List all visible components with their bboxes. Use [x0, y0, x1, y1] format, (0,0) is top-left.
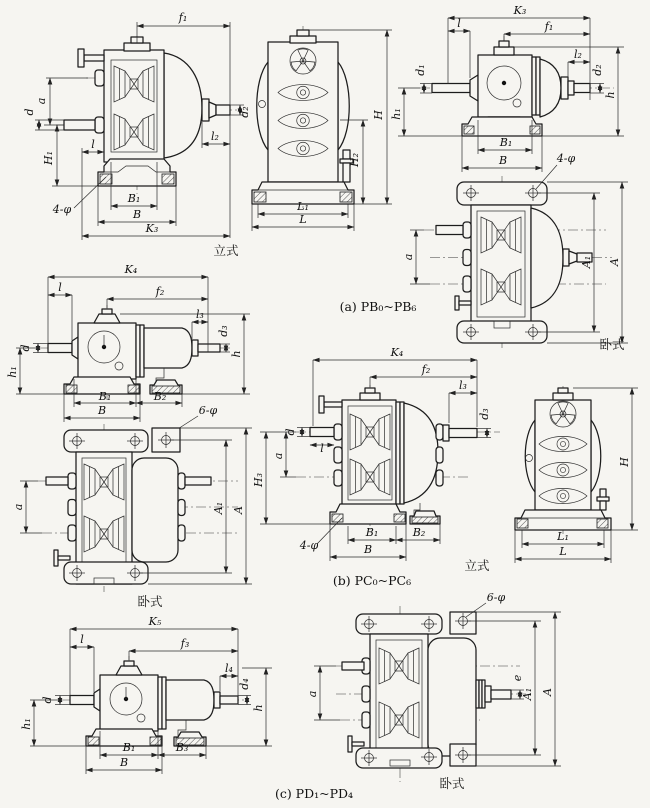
dim-label-l: l	[80, 633, 84, 646]
dim-label-l2: l₂	[574, 48, 582, 61]
input-shaft	[64, 120, 95, 130]
dim-label-A: A	[608, 258, 621, 266]
figure-pc-horizontal-top-view	[12, 424, 252, 609]
dim-label-l: l	[91, 138, 95, 151]
dim-label-A1: A₁	[521, 687, 534, 701]
dim-label-B1: B₁	[122, 741, 136, 754]
input-shaft	[342, 662, 364, 670]
figure-pb-vertical-front-view	[252, 26, 392, 231]
dim-label-B: B	[498, 154, 508, 167]
dim-label-l3: l₃	[196, 308, 204, 321]
dim-label-B2: B₂	[153, 390, 167, 403]
figure-pb-horizontal-side-view	[390, 4, 624, 172]
dim-label-H: H	[618, 457, 631, 467]
caption-pc-series: (b) PC₀~PC₆	[332, 573, 412, 588]
input-shaft	[310, 428, 334, 437]
dim-label-K3: K₃	[145, 222, 159, 235]
dim-label-a: a	[12, 503, 25, 511]
dim-label-4phi: 4-φ	[556, 152, 576, 165]
dim-label-h1: h₁	[390, 108, 403, 120]
dim-label-l: l	[320, 442, 324, 455]
dim-label-h1: h₁	[6, 366, 19, 378]
dim-label-l: l	[457, 17, 461, 30]
hand-knob	[84, 55, 104, 61]
output-shaft	[198, 344, 220, 352]
gearbox-body	[268, 42, 338, 182]
dim-label-d2: d₂	[591, 64, 604, 76]
bell-housing	[540, 59, 561, 117]
dim-label-H: H	[372, 110, 385, 120]
dim-label-f2: f₂	[421, 363, 431, 376]
output-shaft	[449, 429, 477, 438]
input-shaft	[432, 84, 470, 93]
dim-label-d: d	[284, 428, 297, 436]
figure-pd-side-view	[20, 615, 272, 774]
dim-label-K3: K₃	[513, 4, 527, 17]
dim-label-K5: K₅	[148, 615, 162, 628]
dim-label-K4: K₄	[390, 346, 404, 359]
dim-label-a: a	[306, 690, 319, 698]
dim-label-l4: l₄	[225, 662, 233, 675]
mounting-flange	[457, 182, 547, 205]
dim-label-d3: d₃	[478, 408, 491, 420]
dim-label-l3: l₃	[459, 379, 467, 392]
caption-pb-series: (a) PB₀~PB₆	[339, 299, 417, 314]
dim-label-d3: d₃	[217, 325, 230, 337]
dim-label-B3: B₃	[175, 741, 189, 754]
view-label-horizontal: 卧式	[137, 594, 163, 609]
dim-label-4phi: 4-φ	[299, 539, 319, 552]
input-shaft	[48, 344, 72, 353]
dim-label-h: h	[230, 350, 243, 358]
dim-label-H2: H₂	[348, 152, 361, 168]
gearbox-body	[478, 55, 532, 117]
dim-label-a: a	[402, 253, 415, 261]
dim-label-B: B	[363, 543, 373, 556]
dim-label-f1: f₁	[544, 20, 554, 33]
dim-label-K4: K₄	[124, 263, 138, 276]
dim-label-d4: d₄	[238, 678, 251, 690]
dim-label-B: B	[132, 208, 142, 221]
figure-pc-vertical-side-view	[252, 346, 500, 561]
output-shaft	[574, 84, 590, 93]
dim-label-B: B	[97, 404, 107, 417]
view-label-horizontal: 卧式	[599, 337, 625, 352]
dim-label-L: L	[299, 213, 307, 226]
input-shaft	[436, 226, 463, 235]
second-stage-housing	[144, 328, 192, 368]
dim-label-L1: L₁	[297, 200, 309, 213]
dim-label-L1: L₁	[557, 530, 569, 543]
input-shaft	[46, 477, 68, 485]
dim-label-H3: H₃	[252, 472, 265, 488]
dim-label-e: e	[511, 674, 524, 682]
output-shaft	[491, 690, 511, 699]
dim-label-f2: f₂	[155, 285, 165, 298]
dim-label-h1: h₁	[20, 718, 33, 730]
base	[515, 510, 611, 530]
output-shaft	[216, 105, 230, 115]
figure-pc-side-view	[6, 263, 250, 434]
input-shaft	[70, 696, 94, 705]
dim-label-l2: l₂	[211, 130, 219, 143]
dim-label-a: a	[272, 452, 285, 460]
dim-label-a: a	[35, 97, 48, 105]
dim-label-l: l	[58, 281, 62, 294]
dim-label-B2: B₂	[412, 526, 426, 539]
second-stage-housing	[166, 680, 214, 720]
dim-label-h: h	[252, 704, 265, 712]
view-label-vertical: 立式	[213, 243, 239, 258]
dim-label-A1: A₁	[580, 255, 593, 269]
dim-label-h: h	[604, 91, 617, 99]
bell-housing	[531, 208, 563, 308]
view-label-horizontal: 卧式	[439, 776, 465, 791]
figure-pb-vertical-side-view	[23, 11, 251, 258]
dim-label-d: d	[41, 696, 54, 704]
dim-label-L: L	[559, 545, 567, 558]
hand-knob	[324, 402, 342, 407]
dim-label-4phi: 4-φ	[52, 203, 72, 216]
dim-label-A: A	[541, 688, 554, 696]
dim-label-6phi: 6-φ	[486, 591, 506, 604]
dim-label-f3: f₃	[180, 637, 190, 650]
dim-label-B1: B₁	[127, 192, 141, 205]
view-label-vertical: 立式	[464, 558, 490, 573]
dim-label-A: A	[232, 506, 245, 514]
figure-pb-horizontal-top-view	[402, 152, 628, 352]
output-shaft	[220, 696, 238, 704]
dim-label-d: d	[19, 344, 32, 352]
bell-housing	[164, 53, 202, 158]
dim-label-d: d	[23, 108, 36, 116]
figure-pd-horizontal-top-view	[306, 591, 561, 791]
dim-label-d2: d₂	[238, 106, 251, 118]
caption-pd-series: (c) PD₁~PD₄	[274, 786, 354, 801]
dim-label-f1: f₁	[178, 11, 188, 24]
dim-label-B1: B₁	[98, 390, 112, 403]
dim-label-B: B	[119, 756, 129, 769]
dim-label-B1: B₁	[499, 136, 513, 149]
dim-label-A1: A₁	[212, 501, 225, 515]
dim-label-B1: B₁	[365, 526, 379, 539]
second-stage-housing	[132, 458, 178, 562]
gearbox-body	[104, 50, 164, 162]
second-stage-housing	[428, 638, 476, 756]
dim-label-d1: d₁	[414, 64, 427, 76]
gearbox-body	[471, 205, 531, 323]
bell-housing	[404, 403, 438, 503]
dim-label-H1: H₁	[42, 150, 55, 166]
dim-label-6phi: 6-φ	[198, 404, 218, 417]
output-shaft	[185, 477, 211, 485]
